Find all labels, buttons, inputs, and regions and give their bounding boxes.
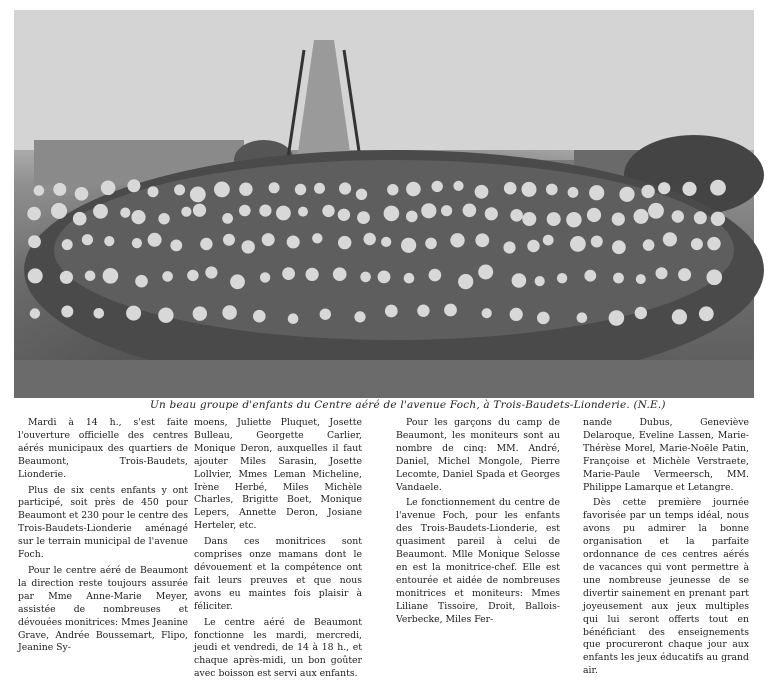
child-face	[672, 210, 684, 222]
child-face	[522, 212, 536, 226]
child-face	[636, 274, 646, 284]
child-face	[643, 239, 655, 251]
child-face	[385, 305, 398, 318]
child-face	[262, 233, 275, 246]
child-face	[707, 270, 723, 286]
child-face	[613, 273, 624, 284]
child-face	[181, 207, 191, 217]
child-face	[338, 236, 351, 249]
child-face	[522, 182, 537, 197]
child-face	[485, 207, 498, 220]
child-face	[432, 181, 443, 192]
child-face	[584, 270, 596, 282]
child-face	[699, 306, 714, 321]
child-face	[450, 233, 464, 247]
child-face	[28, 235, 41, 248]
child-face	[158, 213, 169, 224]
child-face	[634, 209, 649, 224]
group-photo	[14, 10, 754, 398]
child-face	[205, 266, 217, 278]
child-face	[306, 268, 319, 281]
child-face	[710, 180, 726, 196]
child-face	[193, 204, 206, 217]
child-face	[354, 311, 365, 322]
child-face	[478, 265, 493, 280]
child-face	[103, 268, 119, 284]
paragraph: Pour le centre aéré de Beaumont la direction reste toujours assurée par Mme Anne-Marie Meyer, assistée de nombreuses et dévouées monitrices: Mmes Jeanine Grave, Andrée Boussemart, Flipo, Jeanine Sy-	[18, 564, 188, 654]
child-face	[253, 310, 266, 323]
child-face	[259, 205, 271, 217]
paragraph: nande Dubus, Geneviève Delaroque, Eveline Lassen, Marie-Thérèse Morel, Marie-Noële Patin, Françoise et Michèle Verstraete, Marie-Paule Vermeersch, MM. Philippe Lamarque et Letangre.	[583, 417, 749, 493]
child-face	[239, 205, 251, 217]
child-face	[51, 203, 67, 219]
child-face	[678, 268, 691, 281]
child-face	[338, 209, 350, 221]
child-face	[360, 272, 371, 283]
child-face	[401, 238, 416, 253]
child-face	[537, 312, 550, 325]
child-face	[73, 212, 87, 226]
child-face	[34, 185, 45, 196]
child-face	[187, 270, 198, 281]
child-face	[672, 309, 687, 324]
child-face	[131, 210, 145, 224]
paragraph: moens, Juliette Pluquet, Josette Bulleau, Georgette Carlier, Monique Deron, auxquelles il faut ajouter Miles Sarasin, Josette Lollvier, Mmes Leman Micheline, Irène Herbé, Miles Michèle Charles, Brigitte Boet, Monique Lepers, Annette Deron, Josiane Herteler, etc.	[194, 417, 362, 532]
child-face	[200, 238, 212, 250]
child-face	[656, 267, 668, 279]
child-face	[120, 208, 130, 218]
child-face	[135, 275, 148, 288]
child-face	[570, 236, 586, 252]
child-face	[193, 306, 207, 320]
child-face	[357, 211, 370, 224]
child-face	[282, 267, 295, 280]
child-face	[658, 182, 670, 194]
child-face	[641, 185, 654, 198]
child-face	[62, 239, 73, 250]
child-face	[463, 204, 477, 218]
article-column-1	[18, 417, 188, 654]
child-face	[587, 208, 601, 222]
child-face	[148, 186, 159, 197]
child-face	[170, 240, 182, 252]
child-face	[535, 276, 545, 286]
child-face	[566, 212, 581, 227]
child-face	[619, 187, 634, 202]
child-face	[547, 212, 561, 226]
child-face	[242, 240, 255, 253]
child-face	[406, 211, 418, 223]
child-face	[441, 205, 452, 216]
child-face	[429, 269, 442, 282]
article-column-3	[396, 417, 560, 625]
child-face	[609, 310, 625, 326]
child-face	[503, 241, 515, 253]
child-face	[222, 305, 237, 320]
child-face	[612, 213, 625, 226]
child-face	[158, 308, 173, 323]
child-face	[27, 207, 41, 221]
child-face	[707, 237, 720, 250]
child-face	[444, 304, 457, 317]
paragraph: Dès cette première journée favorisée par un temps idéal, nous avons pu admirer la bonne organisation et la parfaite ordonnance de ces centres aérés de vacances qui vont permettre à une nombreuse jeunesse de se divertir sainement en prenant part joyeusement aux jeux multiples qui lui seront offerts tout en bénéficiant des enseignements que procureront chaque jour aux enfants les jeux éducatifs au grand air.	[583, 497, 749, 677]
paragraph: Plus de six cents enfants y ont participé, soit près de 450 pour Beaumont et 230 pour le centre des Trois-Baudets-Lionderie aménagé sur le terrain municipal de l'avenue Foch.	[18, 484, 188, 561]
child-face	[127, 179, 140, 192]
child-face	[711, 212, 725, 226]
child-face	[546, 184, 558, 196]
paragraph: Mardi à 14 h., s'est faite l'ouverture officielle des centres aérés municipaux des quartiers de Beaumont, Trois-Baudets, Lionderie.	[18, 417, 188, 480]
child-face	[104, 236, 114, 246]
child-face	[663, 232, 677, 246]
child-face	[269, 182, 280, 193]
child-face	[223, 234, 235, 246]
paragraph: Le centre aéré de Beaumont fonctionne les mardi, mercredi, jeudi et vendredi, de 14 à 18 h., et chaque après-midi, un bon goûter avec boisson est servi aux enfants.	[194, 616, 362, 680]
child-face	[682, 182, 696, 196]
child-face	[384, 206, 400, 222]
child-face	[694, 211, 707, 224]
child-face	[132, 238, 142, 248]
child-face	[333, 267, 347, 281]
child-face	[30, 308, 40, 318]
article-column-2	[194, 417, 362, 680]
paragraph: Pour les garçons du camp de Beaumont, les moniteurs sont au nombre de cinq: MM. André, Daniel, Michel Mongole, Pierre Lecomte, Daniel Spada et Georges Vandaele.	[396, 417, 560, 493]
child-face	[260, 272, 270, 282]
child-face	[482, 308, 492, 318]
child-face	[591, 236, 603, 248]
child-face	[458, 274, 473, 289]
child-face	[320, 309, 331, 320]
child-face	[60, 271, 73, 284]
child-face	[298, 207, 308, 217]
child-face	[475, 233, 489, 247]
child-face	[512, 273, 527, 288]
child-face	[510, 209, 523, 222]
child-face	[190, 187, 206, 203]
child-face	[378, 271, 391, 284]
child-face	[101, 181, 116, 196]
child-face	[85, 271, 96, 282]
child-face	[557, 273, 567, 283]
child-face	[589, 185, 604, 200]
photo-illustration	[14, 10, 754, 398]
child-face	[239, 183, 252, 196]
child-face	[53, 183, 66, 196]
child-face	[174, 184, 185, 195]
child-face	[222, 213, 233, 224]
child-face	[364, 233, 376, 245]
child-face	[577, 312, 588, 323]
child-face	[162, 271, 173, 282]
child-face	[94, 308, 105, 319]
child-face	[126, 306, 141, 321]
child-face	[475, 185, 489, 199]
child-face	[417, 305, 429, 317]
child-face	[635, 307, 647, 319]
child-face	[691, 238, 703, 250]
child-face	[406, 182, 421, 197]
child-face	[288, 313, 299, 324]
child-face	[276, 206, 291, 221]
child-face	[381, 237, 391, 247]
child-face	[356, 189, 367, 200]
child-face	[510, 308, 523, 321]
child-face	[314, 183, 325, 194]
child-face	[339, 182, 351, 194]
child-face	[82, 234, 93, 245]
child-face	[421, 203, 436, 218]
child-face	[453, 181, 463, 191]
child-face	[527, 240, 539, 252]
child-face	[543, 235, 554, 246]
child-face	[28, 268, 43, 283]
child-face	[61, 306, 73, 318]
child-face	[425, 238, 437, 250]
photo-caption: Un beau groupe d'enfants du Centre aéré de l'avenue Foch, à Trois-Baudets-Lionderie. (N.E.)	[150, 399, 666, 411]
child-face	[148, 233, 162, 247]
article-column-4	[583, 417, 749, 677]
child-face	[568, 187, 579, 198]
child-face	[504, 182, 517, 195]
child-face	[75, 187, 89, 201]
child-face	[287, 236, 300, 249]
child-face	[93, 204, 108, 219]
child-face	[312, 233, 322, 243]
child-face	[214, 182, 230, 198]
child-face	[648, 203, 664, 219]
child-face	[295, 184, 306, 195]
paragraph: Le fonctionnement du centre de l'avenue Foch, pour les enfants des Trois-Baudets-Lionderie, est quasiment pareil à celui de Beaumont. Mlle Monique Selosse en est la monitrice-chef. Elle est entourée et aidée de nombreuses monitrices et moniteurs: Mmes Liliane Tissoire, Droit, Ballois-Verbecke, Miles Fer-	[396, 497, 560, 625]
child-face	[322, 205, 334, 217]
paragraph: Dans ces monitrices sont comprises onze mamans dont le dévouement et la compétence ont fait leurs preuves et que nous avons eu maintes fois plaisir à féliciter.	[194, 536, 362, 612]
child-face	[612, 240, 626, 254]
child-face	[404, 273, 415, 284]
child-face	[387, 184, 398, 195]
child-face	[230, 274, 245, 289]
